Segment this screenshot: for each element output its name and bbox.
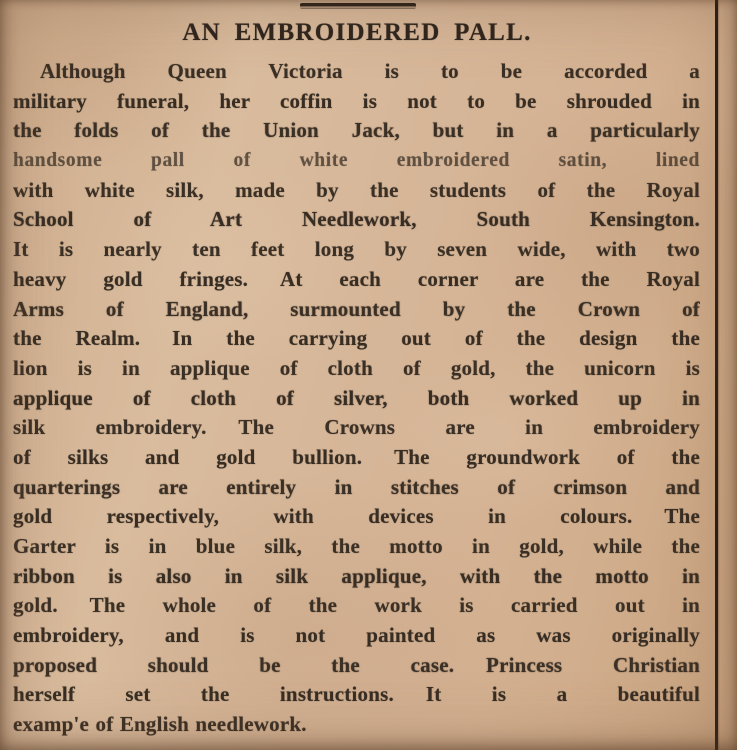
article-line: Although Queen Victoria is to be accorded a bbox=[40, 59, 700, 83]
article-line: embroidery, and is not painted as was originally bbox=[13, 623, 700, 648]
article-line: proposed should be the case. Princess Christian bbox=[13, 652, 700, 677]
article-line: quarterings are entirely in stitches of crimson and bbox=[13, 474, 700, 499]
article-line: Garter is in blue silk, the motto in gold, while the bbox=[13, 534, 700, 558]
article-line: silk embroidery. The Crowns are in embroidery bbox=[13, 415, 700, 440]
article-line: lion is in applique of cloth of gold, the unicorn is bbox=[13, 355, 700, 380]
article-line: ribbon is also in silk applique, with the motto in bbox=[13, 563, 700, 588]
article-line: examp'e of English needlework. bbox=[13, 712, 307, 737]
article-line: Arms of England, surmounted by the Crown of bbox=[13, 296, 700, 321]
article-line: of silks and gold bullion. The groundwork of the bbox=[13, 444, 700, 469]
article-line: gold. The whole of the work is carried out in bbox=[13, 593, 700, 618]
article-body bbox=[13, 57, 700, 740]
article-line: with white silk, made by the students of the Royal bbox=[13, 177, 700, 202]
article-line: herself set the instructions. It is a beautiful bbox=[13, 682, 700, 707]
column-divider-rule bbox=[715, 0, 718, 750]
article-line: the folds of the Union Jack, but in a particularly bbox=[13, 118, 700, 143]
article-headline: AN EMBROIDERED PALL. bbox=[182, 19, 532, 46]
section-divider-rule bbox=[300, 3, 416, 9]
article-line: handsome pall of white embroidered satin, lined bbox=[13, 150, 700, 172]
article-line: military funeral, her coffin is not to be shrouded in bbox=[13, 88, 700, 113]
article-line: heavy gold fringes. At each corner are the Royal bbox=[13, 266, 700, 291]
article-line: gold respectively, with devices in colours. The bbox=[13, 504, 700, 529]
article-line: applique of cloth of silver, both worked up in bbox=[13, 385, 700, 410]
article-line: It is nearly ten feet long by seven wide, with two bbox=[13, 237, 700, 262]
article-line: the Realm. In the carrying out of the design the bbox=[13, 326, 700, 351]
article-line: School of Art Needlework, South Kensington. bbox=[13, 207, 700, 232]
